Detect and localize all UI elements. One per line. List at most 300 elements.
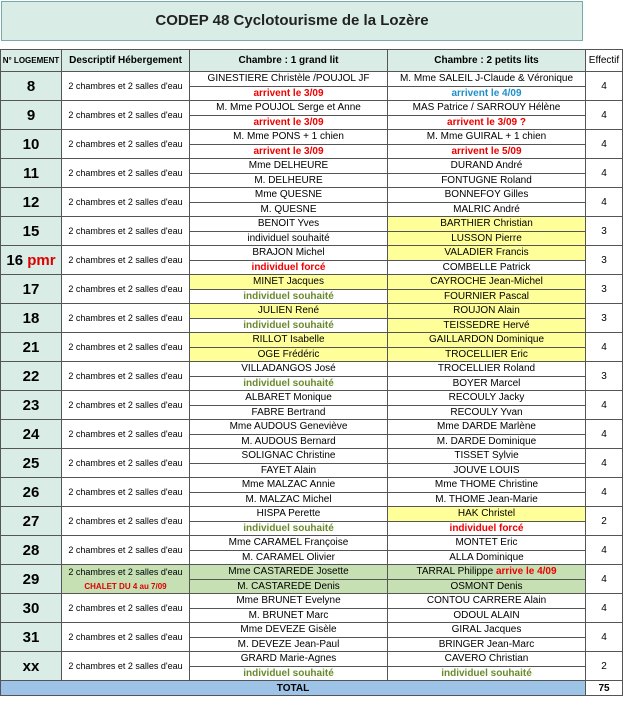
room-1-occupant-1 xyxy=(190,420,388,435)
room-1-occupant-2 xyxy=(190,521,388,536)
table-row xyxy=(1,391,623,406)
room-2-occupant-2 xyxy=(388,260,586,275)
room-1-occupant-2-text: individuel souhaité xyxy=(243,290,334,302)
room-1-occupant-1-text: Mme BRUNET Evelyne xyxy=(236,595,341,606)
logement-number xyxy=(1,652,62,681)
table-row xyxy=(1,449,623,464)
room-1-occupant-2 xyxy=(190,173,388,188)
room-1-occupant-1 xyxy=(190,565,388,580)
logement-number xyxy=(1,478,62,507)
room-1-occupant-1 xyxy=(190,652,388,667)
room-2-occupant-1-text: VALADIER Francis xyxy=(444,247,529,258)
room-1-occupant-1 xyxy=(190,333,388,348)
room-1-occupant-1-text: Mme DELHEURE xyxy=(248,160,329,171)
total-value: 75 xyxy=(586,681,623,696)
description-text: 2 chambres et 2 salles d'eau xyxy=(68,429,183,439)
header-description: Descriptif Hébergement xyxy=(62,50,190,72)
description-cell xyxy=(62,217,190,246)
description-text: 2 chambres et 2 salles d'eau xyxy=(68,603,183,613)
room-1-occupant-2-text: individuel souhaité xyxy=(243,667,334,679)
description-cell xyxy=(62,101,190,130)
logement-number xyxy=(1,304,62,333)
room-2-occupant-1 xyxy=(388,623,586,638)
logement-number xyxy=(1,246,62,275)
room-1-occupant-2 xyxy=(190,376,388,391)
description-cell xyxy=(62,275,190,304)
effectif-value: 4 xyxy=(586,478,623,507)
room-1-occupant-1 xyxy=(190,536,388,551)
room-2-occupant-1 xyxy=(388,275,586,290)
room-2-occupant-2-text: FOURNIER Pascal xyxy=(443,290,529,302)
room-1-occupant-2-text: M. BRUNET Marc xyxy=(248,609,329,621)
room-1-occupant-1-text: SOLIGNAC Christine xyxy=(241,450,336,461)
description-text: 2 chambres et 2 salles d'eau xyxy=(68,632,183,642)
table-row xyxy=(1,565,623,580)
room-1-occupant-2 xyxy=(190,637,388,652)
pmr-label: pmr xyxy=(27,251,56,269)
room-2-occupant-2 xyxy=(388,550,586,565)
description-cell xyxy=(62,188,190,217)
description-text: 2 chambres et 2 salles d'eau xyxy=(68,226,183,236)
room-2-occupant-2 xyxy=(388,202,586,217)
room-1-occupant-2-text: M. AUDOUS Bernard xyxy=(241,435,336,447)
room-2-occupant-1-text: GAILLARDON Dominique xyxy=(428,334,545,345)
room-2-occupant-1 xyxy=(388,565,586,580)
logement-number-text: 18 xyxy=(22,309,40,327)
effectif-value: 3 xyxy=(586,362,623,391)
logement-number-text: 8 xyxy=(26,77,36,95)
table-row xyxy=(1,333,623,348)
logement-number-text: 9 xyxy=(26,106,36,124)
logement-number xyxy=(1,188,62,217)
header-row xyxy=(1,50,623,72)
effectif-value: 4 xyxy=(586,130,623,159)
room-1-occupant-1-text: Mme MALZAC Annie xyxy=(241,479,336,490)
effectif-value: 3 xyxy=(586,275,623,304)
room-2-occupant-2-text: COMBELLE Patrick xyxy=(442,261,531,273)
room-1-occupant-2-text: individuel souhaité xyxy=(243,319,334,331)
room-2-occupant-1-text: CAYROCHE Jean-Michel xyxy=(430,276,543,287)
room-2-occupant-2 xyxy=(388,521,586,536)
room-2-occupant-2 xyxy=(388,405,586,420)
logement-number xyxy=(1,333,62,362)
room-2-occupant-2 xyxy=(388,347,586,362)
logement-number-text: 29 xyxy=(22,570,40,588)
room-2-occupant-2-text: arrivent le 5/09 xyxy=(451,145,522,157)
room-2-occupant-2 xyxy=(388,608,586,623)
room-1-occupant-1 xyxy=(190,304,388,319)
effectif-value: 4 xyxy=(586,623,623,652)
table-row xyxy=(1,623,623,638)
header-room-1: Chambre : 1 grand lit xyxy=(190,50,388,72)
room-2-occupant-2 xyxy=(388,434,586,449)
logement-number xyxy=(1,420,62,449)
logement-number-text: 23 xyxy=(22,396,40,414)
room-2-occupant-2 xyxy=(388,492,586,507)
description-text: 2 chambres et 2 salles d'eau xyxy=(68,545,183,555)
logement-number-text: 11 xyxy=(23,164,39,182)
room-2-occupant-2 xyxy=(388,289,586,304)
effectif-value: 3 xyxy=(586,217,623,246)
description-cell xyxy=(62,333,190,362)
description-text: 2 chambres et 2 salles d'eau xyxy=(68,458,183,468)
effectif-value: 4 xyxy=(586,565,623,594)
chalet-note: CHALET DU 4 au 7/09 xyxy=(84,582,167,591)
logement-number-text: 10 xyxy=(22,135,40,153)
room-1-occupant-2 xyxy=(190,579,388,594)
logement-number xyxy=(1,72,62,101)
room-1-occupant-2 xyxy=(190,608,388,623)
room-2-occupant-2-text: individuel forcé xyxy=(449,522,524,534)
room-2-occupant-2-text: M. THOME Jean-Marie xyxy=(435,493,538,505)
description-text: 2 chambres et 2 salles d'eau xyxy=(68,197,183,207)
room-1-occupant-2-text: M. CARAMEL Olivier xyxy=(242,551,335,563)
description-text: 2 chambres et 2 salles d'eau xyxy=(68,81,183,91)
room-2-occupant-2-text: BRINGER Jean-Marc xyxy=(438,638,535,650)
room-2-occupant-1 xyxy=(388,478,586,493)
room-1-occupant-2 xyxy=(190,347,388,362)
table-row xyxy=(1,130,623,145)
logement-number xyxy=(1,536,62,565)
description-cell xyxy=(62,362,190,391)
room-2-occupant-2-text: ODOUL ALAIN xyxy=(453,609,520,621)
room-2-occupant-1-text: Mme THOME Christine xyxy=(434,479,539,490)
room-1-occupant-2-text: individuel forcé xyxy=(251,261,326,273)
description-text: 2 chambres et 2 salles d'eau xyxy=(68,284,183,294)
logement-number-text: 17 xyxy=(22,280,40,298)
room-1-occupant-1 xyxy=(190,246,388,261)
room-1-occupant-1 xyxy=(190,130,388,145)
room-1-occupant-2 xyxy=(190,550,388,565)
room-1-occupant-1-text: M. Mme POUJOL Serge et Anne xyxy=(216,102,361,113)
table-row xyxy=(1,304,623,319)
room-2-occupant-2-text: LUSSON Pierre xyxy=(451,232,522,244)
room-2-occupant-1 xyxy=(388,130,586,145)
table-row xyxy=(1,652,623,667)
room-2-occupant-1-text: M. Mme GUIRAL + 1 chien xyxy=(426,131,547,142)
room-1-occupant-1 xyxy=(190,478,388,493)
logement-number-text: 27 xyxy=(22,512,40,530)
description-cell xyxy=(62,130,190,159)
room-2-occupant-1-text: DURAND André xyxy=(450,160,523,171)
table-row xyxy=(1,159,623,174)
logement-number-text: 21 xyxy=(22,338,40,356)
room-1-occupant-1 xyxy=(190,594,388,609)
room-2-occupant-1-text: GIRAL Jacques xyxy=(451,624,522,635)
description-text: 2 chambres et 2 salles d'eau xyxy=(68,168,183,178)
room-1-occupant-1-text: HISPA Perette xyxy=(256,508,321,519)
room-1-occupant-2 xyxy=(190,405,388,420)
logement-number-text: 26 xyxy=(22,483,40,501)
room-2-occupant-1 xyxy=(388,246,586,261)
room-1-occupant-2 xyxy=(190,144,388,159)
room-2-occupant-1 xyxy=(388,188,586,203)
room-1-occupant-2-text: M. MALZAC Michel xyxy=(245,493,332,505)
room-1-occupant-1-text: JULIEN René xyxy=(257,305,320,316)
room-2-occupant-1-arrival-note: arrive le 4/09 xyxy=(495,566,557,577)
room-1-occupant-2 xyxy=(190,434,388,449)
room-1-occupant-2-text: M. QUESNE xyxy=(260,203,317,215)
description-cell xyxy=(62,72,190,101)
description-text: 2 chambres et 2 salles d'eau xyxy=(68,110,183,120)
room-1-occupant-2-text: arrivent le 3/09 xyxy=(253,116,324,128)
table-row xyxy=(1,275,623,290)
room-1-occupant-1 xyxy=(190,275,388,290)
room-1-occupant-1-text: M. Mme PONS + 1 chien xyxy=(233,131,344,142)
description-text: 2 chambres et 2 salles d'eau xyxy=(68,342,183,352)
room-2-occupant-1 xyxy=(388,391,586,406)
description-text: 2 chambres et 2 salles d'eau xyxy=(68,400,183,410)
room-2-occupant-1-text: CAVERO Christian xyxy=(444,653,529,664)
room-1-occupant-2 xyxy=(190,289,388,304)
room-1-occupant-1-text: VILLADANGOS José xyxy=(241,363,336,374)
room-2-occupant-2 xyxy=(388,376,586,391)
room-2-occupant-1 xyxy=(388,304,586,319)
room-1-occupant-2-text: individuel souhaité xyxy=(243,522,334,534)
table-row xyxy=(1,507,623,522)
room-1-occupant-2-text: M. DEVEZE Jean-Paul xyxy=(237,638,340,650)
room-2-occupant-2-text: FONTUGNE Roland xyxy=(441,174,532,186)
room-1-occupant-1 xyxy=(190,217,388,232)
room-2-occupant-1 xyxy=(388,72,586,87)
description-cell xyxy=(62,478,190,507)
room-2-occupant-2-text: JOUVE LOUIS xyxy=(453,464,520,476)
description-cell xyxy=(62,304,190,333)
description-cell xyxy=(62,594,190,623)
description-text: 2 chambres et 2 salles d'eau xyxy=(68,139,183,149)
effectif-value: 4 xyxy=(586,101,623,130)
logement-number xyxy=(1,362,62,391)
logement-number xyxy=(1,101,62,130)
logement-number-text: 12 xyxy=(22,193,40,211)
description-cell xyxy=(62,246,190,275)
room-1-occupant-1-text: MINET Jacques xyxy=(253,276,324,287)
room-2-occupant-2-text: MALRIC André xyxy=(453,203,520,215)
room-2-occupant-1-text: MAS Patrice / SARROUY Hélène xyxy=(412,102,561,113)
room-2-occupant-2-text: individuel souhaité xyxy=(441,667,532,679)
logement-number xyxy=(1,623,62,652)
header-effectif: Effectif xyxy=(586,50,623,72)
description-text: 2 chambres et 2 salles d'eau xyxy=(68,371,183,381)
room-1-occupant-2 xyxy=(190,260,388,275)
description-text: 2 chambres et 2 salles d'eau xyxy=(68,516,183,526)
effectif-value: 4 xyxy=(586,159,623,188)
room-1-occupant-1-text: BRAJON Michel xyxy=(252,247,325,258)
total-row xyxy=(1,681,623,696)
room-2-occupant-1 xyxy=(388,159,586,174)
room-1-occupant-1 xyxy=(190,507,388,522)
room-1-occupant-1-text: Mme CASTAREDE Josette xyxy=(228,566,349,577)
room-2-occupant-2 xyxy=(388,173,586,188)
room-2-occupant-1 xyxy=(388,362,586,377)
room-2-occupant-2 xyxy=(388,318,586,333)
room-2-occupant-1 xyxy=(388,449,586,464)
description-cell xyxy=(62,565,190,594)
table-row xyxy=(1,101,623,116)
room-1-occupant-2 xyxy=(190,492,388,507)
logement-number-text: 16 xyxy=(6,251,24,269)
room-1-occupant-2 xyxy=(190,202,388,217)
effectif-value: 4 xyxy=(586,333,623,362)
room-2-occupant-1 xyxy=(388,217,586,232)
room-1-occupant-1 xyxy=(190,101,388,116)
room-1-occupant-1-text: Mme QUESNE xyxy=(254,189,323,200)
table-row xyxy=(1,362,623,377)
room-1-occupant-2-text: arrivent le 3/09 xyxy=(253,87,324,99)
effectif-value: 4 xyxy=(586,188,623,217)
room-1-occupant-2-text: FABRE Bertrand xyxy=(251,406,326,418)
table-row xyxy=(1,536,623,551)
room-2-occupant-2 xyxy=(388,115,586,130)
logement-number-text: xx xyxy=(22,657,40,675)
effectif-value: 4 xyxy=(586,391,623,420)
effectif-value: 4 xyxy=(586,536,623,565)
description-text: 2 chambres et 2 salles d'eau xyxy=(68,255,183,265)
room-1-occupant-2-text: individuel souhaité xyxy=(243,377,334,389)
lodging-table xyxy=(0,49,623,696)
table-row xyxy=(1,246,623,261)
room-2-occupant-1-text: TISSET Sylvie xyxy=(454,450,519,461)
room-2-occupant-1-text: RECOULY Jacky xyxy=(448,392,525,403)
room-1-occupant-1-text: GINESTIERE Christèle /POUJOL JF xyxy=(207,73,370,84)
description-cell xyxy=(62,623,190,652)
room-2-occupant-2 xyxy=(388,463,586,478)
room-1-occupant-1-text: RILLOT Isabelle xyxy=(252,334,325,345)
room-2-occupant-2-text: M. DARDE Dominique xyxy=(436,435,537,447)
table-row xyxy=(1,420,623,435)
description-cell xyxy=(62,420,190,449)
logement-number xyxy=(1,130,62,159)
description-text: 2 chambres et 2 salles d'eau xyxy=(68,661,183,671)
logement-number xyxy=(1,449,62,478)
room-2-occupant-1 xyxy=(388,594,586,609)
room-1-occupant-1-text: ALBARET Monique xyxy=(245,392,332,403)
room-1-occupant-2-text: FAYET Alain xyxy=(260,464,317,476)
room-2-occupant-1-text: MONTET Eric xyxy=(455,537,518,548)
room-2-occupant-1 xyxy=(388,652,586,667)
room-2-occupant-2 xyxy=(388,579,586,594)
room-2-occupant-2-text: RECOULY Yvan xyxy=(450,406,523,418)
room-1-occupant-1 xyxy=(190,72,388,87)
room-2-occupant-1 xyxy=(388,420,586,435)
header-logement: N° LOGEMENT xyxy=(1,50,62,72)
description-cell xyxy=(62,536,190,565)
room-2-occupant-2 xyxy=(388,86,586,101)
room-1-occupant-2 xyxy=(190,666,388,681)
room-2-occupant-2 xyxy=(388,637,586,652)
room-1-occupant-1 xyxy=(190,362,388,377)
room-1-occupant-2-text: individuel souhaité xyxy=(247,232,330,244)
effectif-value: 2 xyxy=(586,507,623,536)
room-2-occupant-1-text: BONNEFOY Gilles xyxy=(444,189,529,200)
room-1-occupant-1 xyxy=(190,188,388,203)
table-row xyxy=(1,217,623,232)
room-1-occupant-1-text: Mme AUDOUS Geneviève xyxy=(229,421,348,432)
table-row xyxy=(1,188,623,203)
logement-number xyxy=(1,507,62,536)
effectif-value: 3 xyxy=(586,246,623,275)
room-1-occupant-1 xyxy=(190,623,388,638)
logement-number-text: 22 xyxy=(22,367,40,385)
room-2-occupant-2 xyxy=(388,231,586,246)
room-2-occupant-1-text: ROUJON Alain xyxy=(453,305,520,316)
room-2-occupant-2-text: ALLA Dominique xyxy=(449,551,524,563)
room-2-occupant-2-text: arrivent le 4/09 xyxy=(451,87,522,99)
room-2-occupant-1-text: M. Mme SALEIL J-Claude & Véronique xyxy=(399,73,574,84)
logement-number xyxy=(1,159,62,188)
room-1-occupant-2 xyxy=(190,115,388,130)
room-2-occupant-1 xyxy=(388,536,586,551)
room-1-occupant-2-text: OGE Frédéric xyxy=(257,348,320,360)
room-1-occupant-2 xyxy=(190,463,388,478)
logement-number-text: 28 xyxy=(22,541,40,559)
room-2-occupant-2-text: TEISSEDRE Hervé xyxy=(443,319,530,331)
logement-number xyxy=(1,217,62,246)
room-1-occupant-1 xyxy=(190,449,388,464)
room-2-occupant-1 xyxy=(388,507,586,522)
page-title: CODEP 48 Cyclotourisme de la Lozère xyxy=(1,1,583,41)
logement-number-text: 25 xyxy=(22,454,40,472)
description-text: 2 chambres et 2 salles d'eau xyxy=(68,567,183,577)
logement-number-text: 24 xyxy=(22,425,40,443)
logement-number-text: 30 xyxy=(22,599,40,617)
description-text: 2 chambres et 2 salles d'eau xyxy=(68,313,183,323)
description-cell xyxy=(62,652,190,681)
logement-number xyxy=(1,565,62,594)
room-2-occupant-1 xyxy=(388,101,586,116)
effectif-value: 4 xyxy=(586,449,623,478)
room-2-occupant-1-text: Mme DARDE Marlène xyxy=(437,421,536,432)
table-row xyxy=(1,72,623,87)
room-1-occupant-2 xyxy=(190,231,388,246)
room-2-occupant-2-text: TROCELLIER Eric xyxy=(445,348,528,360)
room-1-occupant-2 xyxy=(190,318,388,333)
effectif-value: 2 xyxy=(586,652,623,681)
room-1-occupant-2-text: M. CASTAREDE Denis xyxy=(237,580,340,592)
header-room-2: Chambre : 2 petits lits xyxy=(388,50,586,72)
room-1-occupant-2-text: M. DELHEURE xyxy=(254,174,323,186)
room-1-occupant-2 xyxy=(190,86,388,101)
description-cell xyxy=(62,507,190,536)
room-2-occupant-1-text: CONTOU CARRERE Alain xyxy=(426,595,547,606)
description-cell xyxy=(62,159,190,188)
logement-number xyxy=(1,275,62,304)
description-cell xyxy=(62,391,190,420)
room-2-occupant-2 xyxy=(388,666,586,681)
room-1-occupant-1-text: Mme DEVEZE Gisèle xyxy=(240,624,337,635)
room-2-occupant-2 xyxy=(388,144,586,159)
room-2-occupant-1 xyxy=(388,333,586,348)
logement-number-text: 31 xyxy=(22,628,40,646)
room-1-occupant-1-text: BENOIT Yves xyxy=(257,218,320,229)
logement-number-text: 15 xyxy=(22,222,40,240)
effectif-value: 4 xyxy=(586,420,623,449)
room-2-occupant-2-text: arrivent le 3/09 ? xyxy=(447,116,526,128)
description-text: 2 chambres et 2 salles d'eau xyxy=(68,487,183,497)
room-1-occupant-1 xyxy=(190,391,388,406)
room-2-occupant-1-text: HAK Christel xyxy=(457,508,516,519)
effectif-value: 4 xyxy=(586,594,623,623)
effectif-value: 3 xyxy=(586,304,623,333)
effectif-value: 4 xyxy=(586,72,623,101)
table-row xyxy=(1,478,623,493)
logement-number xyxy=(1,594,62,623)
room-1-occupant-1 xyxy=(190,159,388,174)
description-cell xyxy=(62,449,190,478)
room-2-occupant-2-text: BOYER Marcel xyxy=(452,377,521,389)
room-2-occupant-1-text: TARRAL Philippe xyxy=(416,566,494,577)
room-2-occupant-1-text: BARTHIER Christian xyxy=(440,218,533,229)
